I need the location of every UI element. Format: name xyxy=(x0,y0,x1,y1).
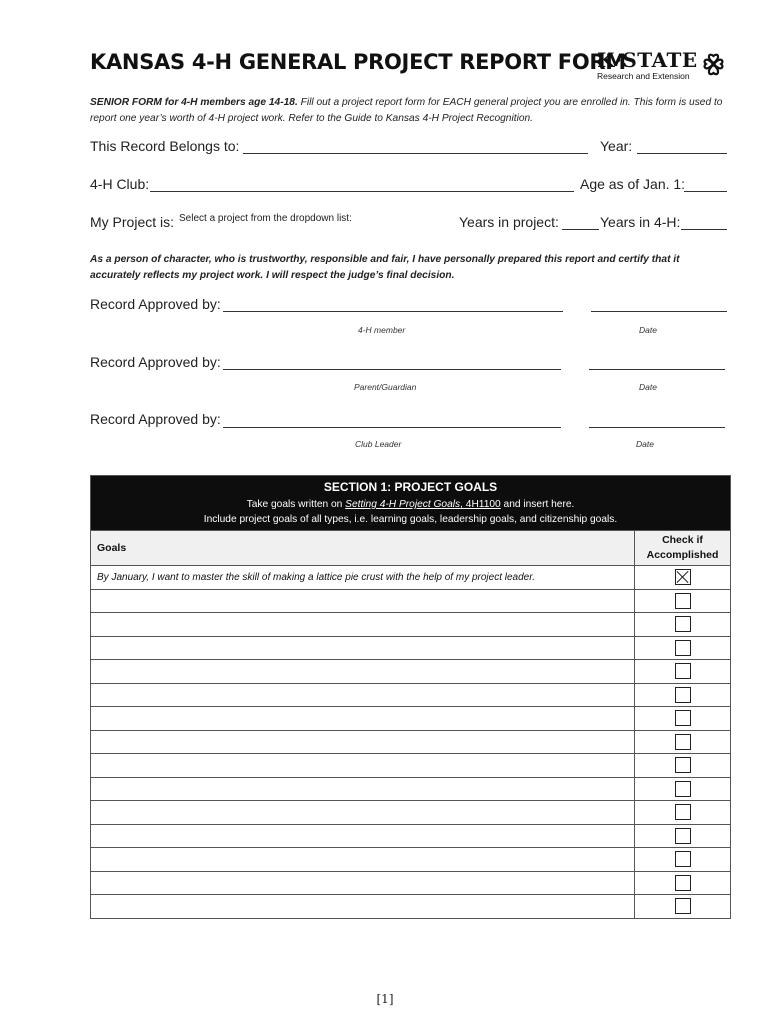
accomplished-checkbox[interactable] xyxy=(675,875,691,891)
year-label: Year: xyxy=(600,138,633,154)
project-dropdown[interactable]: Select a project from the dropdown list: xyxy=(179,213,352,224)
accomplished-cell xyxy=(634,637,730,660)
record-belongs-label: This Record Belongs to: xyxy=(90,138,240,154)
table-row xyxy=(91,777,730,801)
accomplished-cell xyxy=(634,613,730,636)
goals-column-header: Goals xyxy=(97,542,127,554)
years-project-label: Years in project: xyxy=(459,214,559,230)
leader-date-field[interactable] xyxy=(589,427,725,428)
section-title: SECTION 1: PROJECT GOALS xyxy=(323,480,498,494)
goal-cell[interactable] xyxy=(91,848,634,871)
goal-cell[interactable] xyxy=(91,613,634,636)
member-date-label: Date xyxy=(639,325,657,335)
accomplished-cell xyxy=(634,660,730,683)
years-4h-label: Years in 4-H: xyxy=(600,214,681,230)
age-field[interactable] xyxy=(684,191,727,192)
guide-code: , 4H1100 xyxy=(460,499,501,510)
instructions-text: Take goals written on xyxy=(246,499,346,510)
table-row xyxy=(91,800,730,824)
accomplished-cell xyxy=(634,778,730,801)
accomplished-cell xyxy=(634,707,730,730)
goal-cell[interactable]: By January, I want to master the skill of making a lattice pie crust with the help of my project leader. xyxy=(97,571,535,583)
accomplished-cell xyxy=(634,848,730,871)
member-signature-field[interactable] xyxy=(223,311,563,312)
kstate-logo-name: K·STATE xyxy=(597,48,698,72)
table-row xyxy=(91,871,730,895)
table-row xyxy=(91,683,730,707)
goal-cell[interactable] xyxy=(91,825,634,848)
accomplished-checkbox[interactable] xyxy=(675,640,691,656)
accomplished-cell xyxy=(634,825,730,848)
leader-signature-field[interactable] xyxy=(223,427,561,428)
club-field[interactable] xyxy=(150,191,574,192)
accomplished-checkbox[interactable] xyxy=(675,804,691,820)
goals-table-body xyxy=(91,565,730,918)
record-belongs-field[interactable] xyxy=(243,153,588,154)
check-column-header: Check if Accomplished xyxy=(634,531,730,565)
approval-label: Record Approved by: xyxy=(90,296,221,312)
page-number: [1] xyxy=(376,992,394,1006)
accomplished-cell xyxy=(634,754,730,777)
project-label: My Project is: xyxy=(90,214,175,230)
intro-bold: SENIOR FORM for 4-H members age 14-18. xyxy=(90,97,298,108)
section-instructions-1 xyxy=(91,497,730,512)
table-row xyxy=(91,894,730,918)
goal-cell[interactable] xyxy=(91,637,634,660)
member-date-field[interactable] xyxy=(591,311,727,312)
member-role-label: 4-H member xyxy=(358,325,406,335)
kstate-logo xyxy=(597,50,697,81)
accomplished-checkbox[interactable] xyxy=(675,828,691,844)
kstate-logo-subtitle: Research and Extension xyxy=(597,71,690,81)
leader-role-label: Club Leader xyxy=(355,439,402,449)
goals-table-header xyxy=(91,530,730,565)
table-row xyxy=(91,824,730,848)
accomplished-cell xyxy=(634,731,730,754)
section-header xyxy=(91,476,730,530)
table-row xyxy=(91,589,730,613)
accomplished-checkbox[interactable] xyxy=(675,851,691,867)
parent-role-label: Parent/Guardian xyxy=(354,382,417,392)
age-label: Age as of Jan. 1: xyxy=(580,176,686,192)
approval-label: Record Approved by: xyxy=(90,411,221,427)
four-leaf-clover-icon xyxy=(700,52,726,78)
parent-date-field[interactable] xyxy=(589,369,725,370)
form-title: KANSAS 4-H GENERAL PROJECT REPORT FORM xyxy=(90,50,626,74)
years-project-field[interactable] xyxy=(562,229,599,230)
project-goals-section xyxy=(90,475,731,919)
years-4h-field[interactable] xyxy=(681,229,727,230)
goal-cell[interactable] xyxy=(91,872,634,895)
accomplished-checkbox[interactable] xyxy=(675,710,691,726)
accomplished-cell xyxy=(634,872,730,895)
goal-cell[interactable] xyxy=(91,660,634,683)
accomplished-cell xyxy=(634,684,730,707)
goals-guide-link[interactable]: Setting 4-H Project Goals xyxy=(345,499,461,510)
table-row xyxy=(91,730,730,754)
accomplished-cell xyxy=(634,895,730,918)
accomplished-checkbox[interactable] xyxy=(675,757,691,773)
accomplished-cell xyxy=(634,801,730,824)
club-label: 4-H Club: xyxy=(90,176,150,192)
intro-body: Fill out a project report form for EACH general project you are enrolled in. This form is used to report one year’s worth of 4-H project work. Refer to the Guide to Kansas 4-H Project Recognition. xyxy=(90,97,723,124)
goal-cell[interactable] xyxy=(91,778,634,801)
goal-cell[interactable] xyxy=(91,707,634,730)
goal-cell[interactable] xyxy=(91,684,634,707)
table-row xyxy=(91,706,730,730)
accomplished-checkbox[interactable] xyxy=(675,898,691,914)
goal-cell[interactable] xyxy=(91,731,634,754)
table-row xyxy=(91,565,730,589)
intro-text xyxy=(90,95,730,127)
parent-date-label: Date xyxy=(639,382,657,392)
table-row xyxy=(91,659,730,683)
accomplished-checkbox[interactable] xyxy=(675,616,691,632)
goal-cell[interactable] xyxy=(91,801,634,824)
accomplished-checkbox[interactable] xyxy=(675,734,691,750)
table-row xyxy=(91,636,730,660)
accomplished-checkbox[interactable] xyxy=(675,593,691,609)
accomplished-checkbox[interactable] xyxy=(675,569,691,585)
goal-cell[interactable] xyxy=(91,590,634,613)
parent-signature-field[interactable] xyxy=(223,369,561,370)
leader-date-label: Date xyxy=(636,439,654,449)
goal-cell[interactable] xyxy=(91,895,634,918)
accomplished-cell xyxy=(634,566,730,589)
certification-statement: As a person of character, who is trustworthy, responsible and fair, I have personally prepared this report and certify that it accurately reflects my project work. I will respect the judge’s final decision. xyxy=(90,254,680,281)
instructions-text: and insert here. xyxy=(500,499,575,510)
table-row xyxy=(91,612,730,636)
table-row xyxy=(91,847,730,871)
table-row xyxy=(91,753,730,777)
goal-cell[interactable] xyxy=(91,754,634,777)
approval-label: Record Approved by: xyxy=(90,354,221,370)
accomplished-checkbox[interactable] xyxy=(675,663,691,679)
year-field[interactable] xyxy=(637,153,727,154)
section-instructions-2: Include project goals of all types, i.e. learning goals, leadership goals, and citizenship goals. xyxy=(203,514,618,525)
accomplished-cell xyxy=(634,590,730,613)
accomplished-checkbox[interactable] xyxy=(675,687,691,703)
accomplished-checkbox[interactable] xyxy=(675,781,691,797)
